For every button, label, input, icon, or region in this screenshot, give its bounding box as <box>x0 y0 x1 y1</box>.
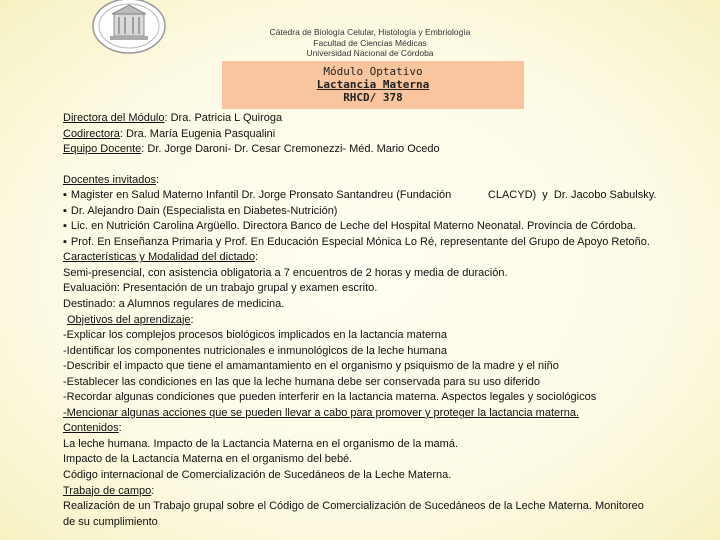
module-code: RHCD/ 378 <box>343 91 403 104</box>
contents-suffix: : <box>118 422 122 435</box>
university-crest-logo <box>88 0 170 60</box>
objectives-suffix: : <box>190 313 194 326</box>
guests-suffix: : <box>155 173 160 186</box>
teaching-team-label: Equipo Docente <box>63 143 142 156</box>
module-subtitle: Módulo Optativo <box>323 65 423 78</box>
fieldwork-line: Realización de un Trabajo grupal sobre el Código de Comercialización de Sucedáneos de la Leche Materna. Monitoreo <box>63 500 644 513</box>
objective-item: -Recordar algunas condiciones que pueden interferir en la lactancia materna. Aspectos legales y sociológicos <box>63 391 597 404</box>
contents-line: La leche humana. Impacto de la Lactancia Materna en el organismo de la mamá. <box>63 437 459 450</box>
modality-heading <box>63 250 713 266</box>
module-title: Lactancia Materna <box>316 78 430 91</box>
fieldwork-suffix: : <box>151 484 155 497</box>
fieldwork-label: Trabajo de campo <box>63 484 152 497</box>
objectives-label: Objetivos del aprendizaje <box>67 313 191 326</box>
teaching-team-value: : Dr. Jorge Daroni- Dr. Cesar Cremonezzi- Méd. Mario Ocedo <box>141 143 440 156</box>
module-title-box <box>222 61 524 109</box>
guests-label: Docentes invitados <box>63 173 156 186</box>
objectives-heading <box>63 313 713 329</box>
codirector-line <box>63 127 713 143</box>
director-line <box>63 111 713 127</box>
header-line-2: Facultad de Ciencias Médicas <box>313 37 427 48</box>
guest-item: ▪ Lic. en Nutrición Carolina Argüello. Directora Banco de Leche del Hospital Materno Neonatal. Provincia de Córdoba. <box>63 219 713 235</box>
objective-item: -Mencionar algunas acciones que se pueden llevar a cabo para promover y proteger la lactancia materna. <box>63 406 580 419</box>
codirector-value: : Dra. María Eugenia Pasqualini <box>119 127 276 140</box>
modality-label: Características y Modalidad del dictado <box>63 251 255 264</box>
guest-item: ▪ Prof. En Enseñanza Primaria y Prof. En Educación Especial Mónica Lo Ré, representante del Grupo de Apoyo Retoño. <box>63 235 713 251</box>
modality-line: Semi-presencial, con asistencia obligatoria a 7 encuentros de 2 horas y media de duración. <box>63 266 508 279</box>
contents-label: Contenidos <box>63 422 119 435</box>
modality-line: Destinado: a Alumnos regulares de medicina. <box>63 298 285 311</box>
institution-header <box>230 27 510 59</box>
director-value: : Dra. Patricia L Quiroga <box>164 112 283 124</box>
codirector-label: Codirectora <box>63 127 120 140</box>
teaching-team-line <box>63 142 713 158</box>
contents-line: Código internacional de Comercialización de Sucedáneos de la Leche Materna. <box>63 469 452 482</box>
objective-item: -Explicar los complejos procesos biológicos implicados en la lactancia materna <box>63 329 447 342</box>
header-line-1: Cátedra de Biología Celular, Histología y Embriología <box>269 27 471 37</box>
header-line-3: Universidad Nacional de Córdoba <box>306 48 434 58</box>
modality-suffix: : <box>254 251 259 264</box>
modality-line: Evaluación: Presentación de un trabajo grupal y examen escrito. <box>63 282 378 295</box>
fieldwork-heading <box>63 484 713 500</box>
fieldwork-line: de su cumplimiento <box>63 515 158 528</box>
objective-item: -Describir el impacto que tiene el amamantamiento en el organismo y psiquismo de la madre y el niño <box>63 360 559 373</box>
contents-heading <box>63 421 713 437</box>
document-body <box>63 111 713 530</box>
guest-item: ▪ Dr. Alejandro Dain (Especialista en Diabetes-Nutrición) <box>63 204 713 220</box>
objective-item: -Identificar los componentes nutricionales e inmunológicos de la leche humana <box>63 344 448 357</box>
objective-item: -Establecer las condiciones en las que la leche humana debe ser conservada para su uso diferido <box>63 375 540 388</box>
director-label: Directora del Módulo <box>63 112 165 124</box>
guest-item: ▪ Magister en Salud Materno Infantil Dr. Jorge Pronsato Santandreu (Fundación CLACYD) y Dr. Jacobo Sabulsky. <box>63 188 713 204</box>
guests-heading <box>63 173 713 189</box>
contents-line: Impacto de la Lactancia Materna en el organismo del bebé. <box>63 453 353 466</box>
